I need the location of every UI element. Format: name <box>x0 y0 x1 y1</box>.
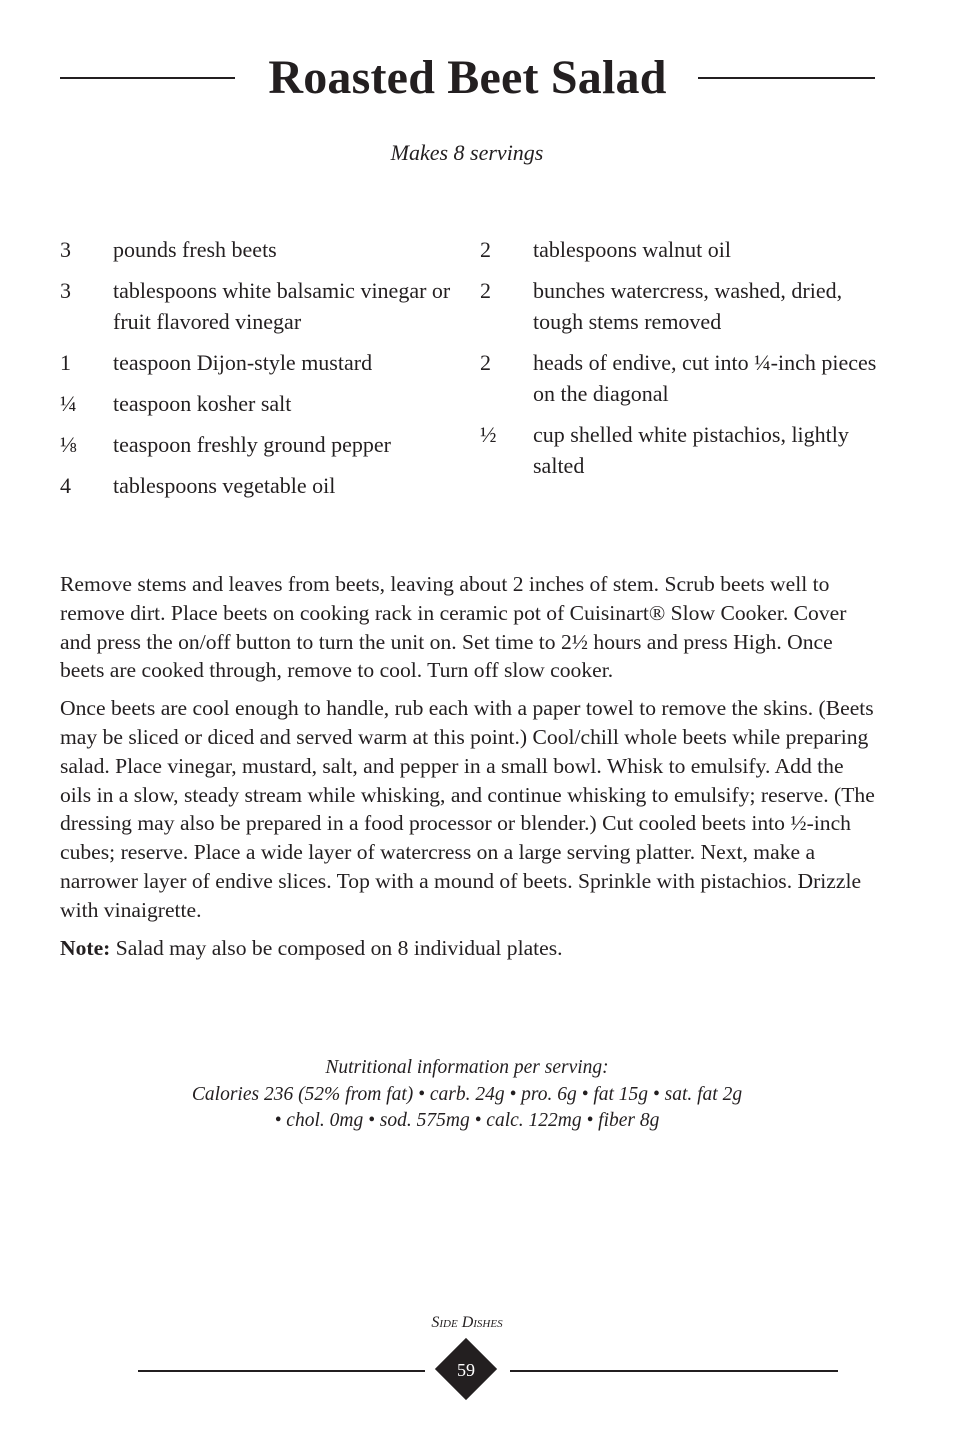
ingredient-quantity: ½ <box>480 422 497 447</box>
ingredients-right-column <box>480 234 880 491</box>
instruction-paragraph-2: Once beets are cool enough to handle, rub each with a paper towel to remove the skins. (Beets may be sliced or diced and served warm at this point.) Cool/chill whole beets while preparing salad. Place vinegar, mustard, salt, and pepper in a small bowl. Whisk to emulsify. Add the oils in a slow, steady stream while whisking, and continue whisking to emulsify; reserve. (The dressing may also be prepared in a food processor or blender.) Cut cooled beets into ½-inch cubes; reserve. Place a wide layer of watercress on a large serving platter. Next, make a narrower layer of endive slices. Top with a mound of beets. Sprinkle with pistachios. Drizzle with vinaigrette. <box>60 696 875 922</box>
footer-rule-right <box>510 1370 838 1372</box>
nutrition-line-2: • chol. 0mg • sod. 575mg • calc. 122mg • fiber 8g <box>274 1110 660 1131</box>
ingredient-description: teaspoon freshly ground pepper <box>113 432 391 457</box>
ingredient-description: heads of endive, cut into ¼-inch pieces on the diagonal <box>533 350 877 406</box>
ingredient-quantity: ⅛ <box>60 432 77 457</box>
ingredient-item <box>480 275 880 337</box>
ingredient-quantity: 2 <box>480 350 491 375</box>
ingredients-left-column <box>60 234 460 511</box>
ingredient-description: tablespoons vegetable oil <box>113 473 336 498</box>
footer-rule-left <box>138 1370 425 1372</box>
title-rule-right <box>698 77 875 79</box>
ingredient-item <box>60 388 460 419</box>
nutrition-heading: Nutritional information per serving: <box>325 1057 609 1078</box>
note-text: Salad may also be composed on 8 individual plates. <box>115 935 563 960</box>
ingredient-description: bunches watercress, washed, dried, tough stems removed <box>533 278 843 334</box>
ingredient-description: pounds fresh beets <box>113 237 277 262</box>
ingredient-item <box>60 234 460 265</box>
ingredient-quantity: 1 <box>60 350 71 375</box>
ingredient-item <box>60 275 460 337</box>
section-label: Side Dishes <box>431 1314 503 1331</box>
ingredient-item <box>480 234 880 265</box>
ingredient-item <box>480 419 880 481</box>
ingredient-quantity: 4 <box>60 473 71 498</box>
note-label: Note: <box>60 935 111 960</box>
ingredient-item <box>60 429 460 460</box>
ingredient-quantity: 3 <box>60 278 71 303</box>
ingredient-description: tablespoons walnut oil <box>533 237 731 262</box>
ingredient-quantity: ¼ <box>60 391 77 416</box>
nutrition-line-1: Calories 236 (52% from fat) • carb. 24g • pro. 6g • fat 15g • sat. fat 2g <box>191 1083 743 1105</box>
instruction-paragraph-1: Remove stems and leaves from beets, leaving about 2 inches of stem. Scrub beets well to remove dirt. Place beets on cooking rack in ceramic pot of Cuisinart® Slow Cooker. Cover and press the on/off button to turn the unit on. Set time to 2½ hours and press High. Once beets are cooked through, remove to cool. Turn off slow cooker. <box>60 572 847 683</box>
ingredient-description: teaspoon kosher salt <box>113 391 292 416</box>
page-number: 59 <box>457 1360 475 1380</box>
ingredient-description: cup shelled white pistachios, lightly salted <box>533 422 849 478</box>
nutrition-info <box>0 1055 934 1135</box>
instructions <box>60 570 880 971</box>
ingredient-quantity: 2 <box>480 278 491 303</box>
servings-text: Makes 8 servings <box>390 140 544 165</box>
ingredient-item <box>60 347 460 378</box>
ingredient-description: teaspoon Dijon-style mustard <box>113 350 373 375</box>
recipe-title: Roasted Beet Salad <box>268 51 667 104</box>
ingredient-description: tablespoons white balsamic vinegar or fruit flavored vinegar <box>113 278 451 334</box>
ingredient-item <box>480 347 880 409</box>
title-row <box>60 48 875 108</box>
note <box>60 934 880 963</box>
ingredient-item <box>60 470 460 501</box>
ingredient-quantity: 3 <box>60 237 71 262</box>
ingredient-quantity: 2 <box>480 237 491 262</box>
